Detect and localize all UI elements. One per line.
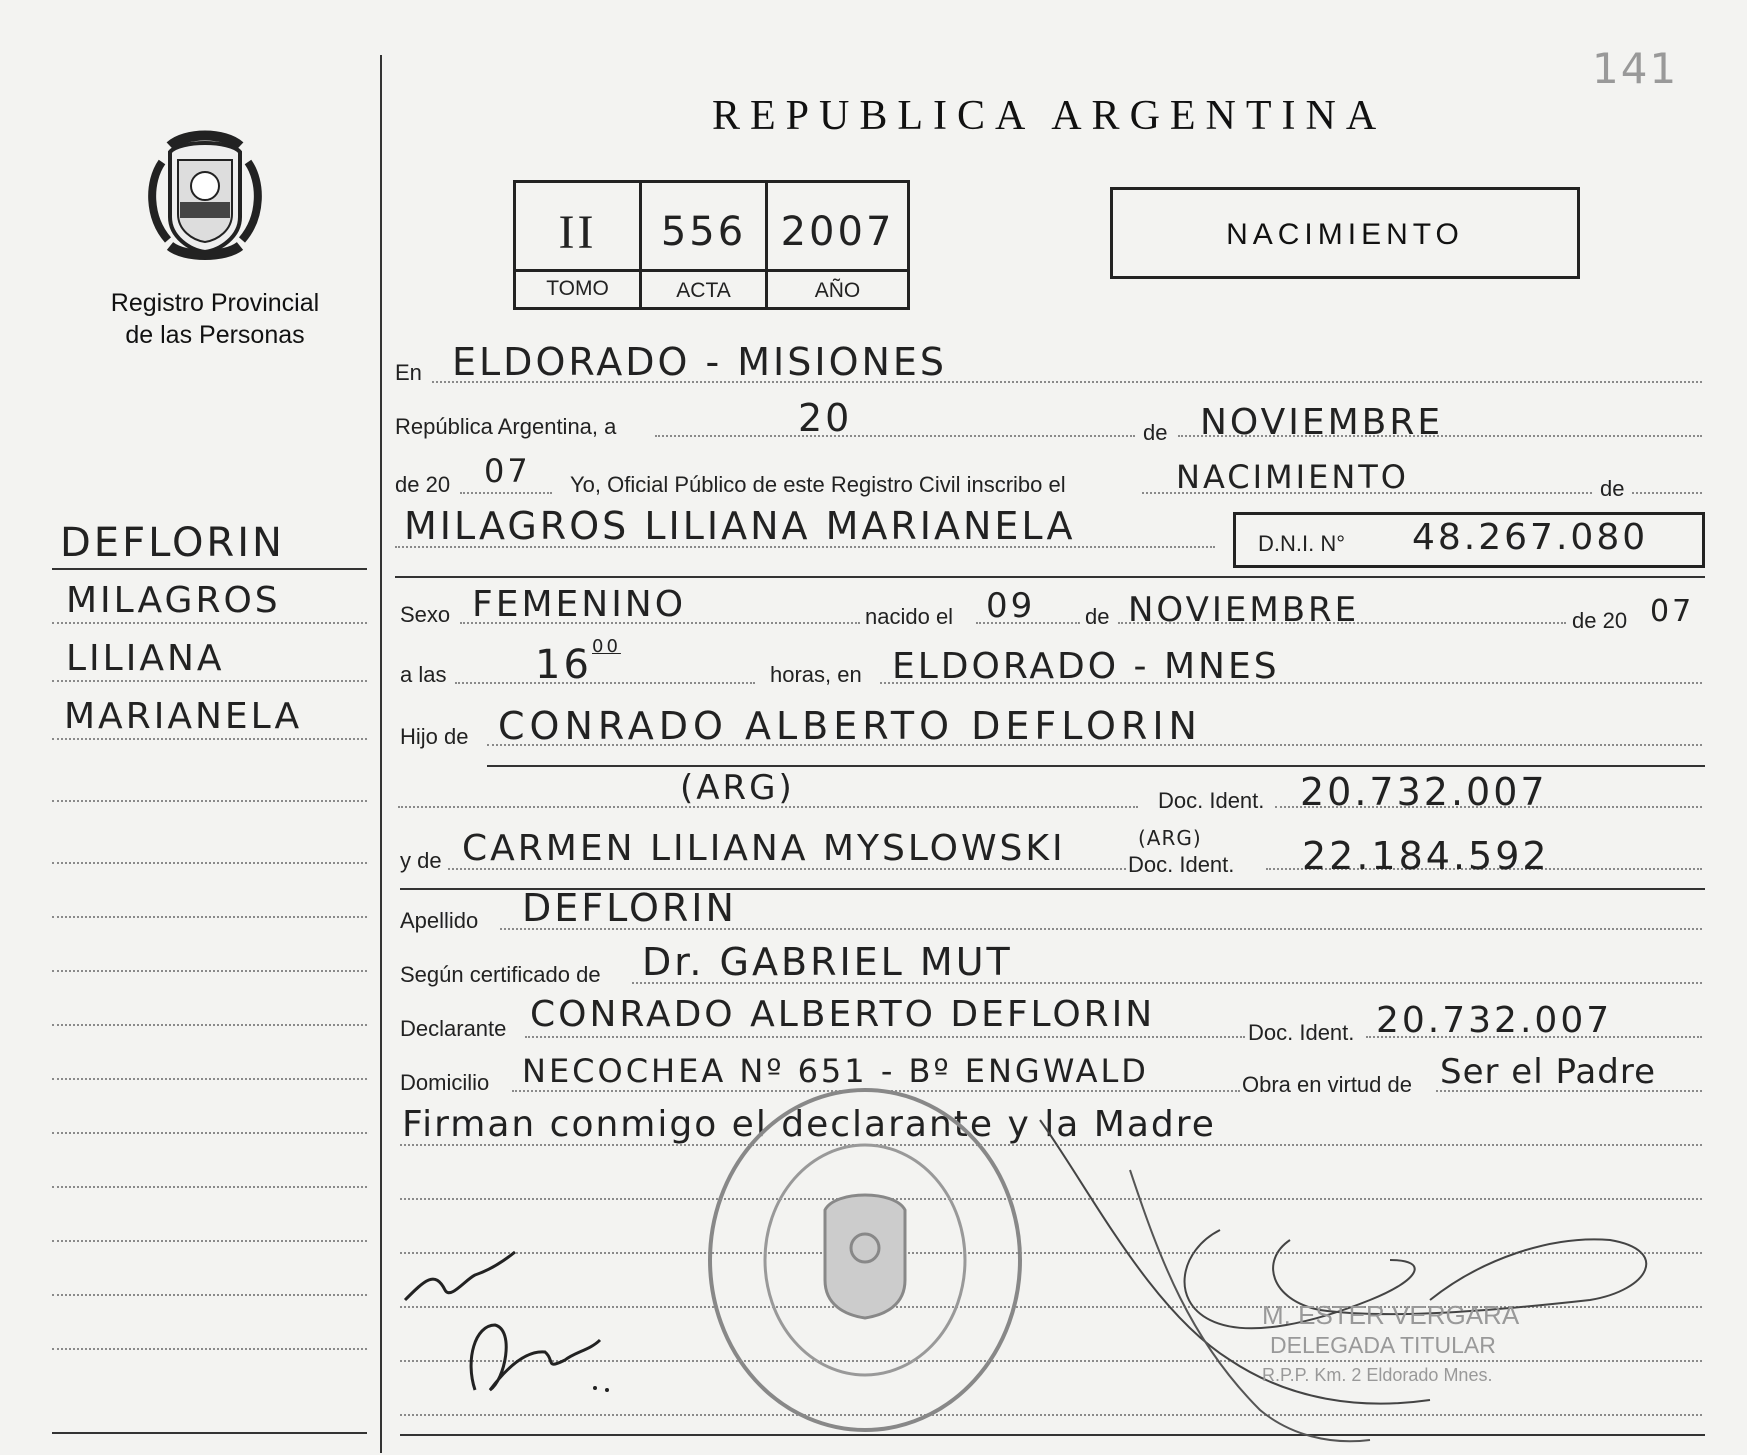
label-de-1: de bbox=[1143, 420, 1168, 445]
value-nac-mes: NOVIEMBRE bbox=[1128, 590, 1360, 630]
label-y-de: y de bbox=[400, 848, 442, 873]
value-declarante: CONRADO ALBERTO DEFLORIN bbox=[530, 994, 1156, 1035]
form-line bbox=[395, 576, 1705, 578]
margin-line bbox=[52, 970, 367, 972]
form-line bbox=[525, 1036, 1245, 1038]
label-nacido-el: nacido el bbox=[865, 604, 954, 629]
label-apellido: Apellido bbox=[400, 908, 479, 933]
form-line bbox=[1632, 492, 1702, 494]
label-dni: D.N.I. N° bbox=[1258, 531, 1346, 556]
margin-line bbox=[52, 916, 367, 918]
margin-line bbox=[52, 1432, 367, 1434]
value-padre-doc: 20.732.007 bbox=[1300, 770, 1548, 814]
value-nac-dia: 09 bbox=[986, 586, 1036, 626]
margin-line bbox=[52, 622, 367, 624]
value-declarante-doc: 20.732.007 bbox=[1376, 1000, 1613, 1041]
label-yo-oficial: Yo, Oficial Público de este Registro Civil inscribo el bbox=[570, 472, 1066, 497]
value-acto: NACIMIENTO bbox=[1176, 458, 1409, 496]
registry-name-line2: de las Personas bbox=[125, 321, 305, 349]
value-nombre: MILAGROS LILIANA MARIANELA bbox=[404, 504, 1076, 548]
tomo-label: TOMO bbox=[546, 277, 609, 300]
record-box bbox=[513, 180, 910, 310]
page-title: REPUBLICA ARGENTINA bbox=[712, 93, 1387, 139]
value-lugar-nac: ELDORADO - MNES bbox=[892, 646, 1280, 687]
margin-line bbox=[52, 1132, 367, 1134]
value-domicilio: NECOCHEA Nº 651 - Bº ENGWALD bbox=[522, 1052, 1149, 1090]
anio-value: 2007 bbox=[780, 209, 895, 255]
margin-name-1: MILAGROS bbox=[66, 580, 281, 621]
form-line bbox=[655, 435, 1135, 437]
margin-line bbox=[52, 800, 367, 802]
margin-line bbox=[52, 568, 367, 570]
value-madre-nac: (ARG) bbox=[1138, 826, 1202, 850]
anio-label: AÑO bbox=[814, 279, 861, 302]
signature-left bbox=[395, 1240, 645, 1410]
margin-name-2: LILIANA bbox=[66, 638, 225, 679]
margin-line bbox=[52, 862, 367, 864]
margin-line bbox=[52, 1024, 367, 1026]
label-doc-ident-3: Doc. Ident. bbox=[1248, 1020, 1355, 1045]
record-box-divider bbox=[516, 269, 907, 272]
page-number: 141 bbox=[1592, 44, 1679, 93]
label-de-3: de bbox=[1085, 604, 1110, 629]
label-a-las: a las bbox=[400, 662, 447, 687]
registry-name-line1: Registro Provincial bbox=[110, 289, 320, 317]
value-mes: NOVIEMBRE bbox=[1200, 402, 1444, 443]
margin-line bbox=[52, 1348, 367, 1350]
acta-value: 556 bbox=[660, 209, 747, 255]
value-lugar: ELDORADO - MISIONES bbox=[452, 340, 948, 384]
label-horas-en: horas, en bbox=[770, 662, 862, 687]
margin-line bbox=[52, 1078, 367, 1080]
acta-label: ACTA bbox=[676, 279, 731, 302]
label-obra: Obra en virtud de bbox=[1242, 1072, 1412, 1097]
value-dni: 48.267.080 bbox=[1412, 517, 1649, 558]
form-line bbox=[487, 765, 1705, 767]
value-nac-anio: 07 bbox=[1650, 594, 1695, 629]
value-madre-doc: 22.184.592 bbox=[1302, 834, 1550, 878]
label-declarante: Declarante bbox=[400, 1016, 507, 1041]
label-doc-ident-2: Doc. Ident. bbox=[1128, 852, 1235, 877]
value-apellido: DEFLORIN bbox=[522, 886, 737, 930]
margin-line bbox=[52, 680, 367, 682]
margin-line bbox=[52, 1240, 367, 1242]
act-type-box bbox=[1110, 187, 1580, 279]
margin-surname: DEFLORIN bbox=[60, 520, 285, 566]
dni-box bbox=[1233, 512, 1705, 568]
official-stamp bbox=[1262, 1300, 1519, 1390]
stamp-office: R.P.P. Km. 2 Eldorado Mnes. bbox=[1262, 1365, 1493, 1385]
margin-line bbox=[52, 1186, 367, 1188]
value-anio-sufijo: 07 bbox=[484, 452, 531, 490]
act-type: NACIMIENTO bbox=[1226, 218, 1464, 251]
value-padre: CONRADO ALBERTO DEFLORIN bbox=[498, 704, 1202, 748]
form-line bbox=[455, 682, 755, 684]
margin-line bbox=[52, 1294, 367, 1296]
value-hora: 16 bbox=[535, 642, 592, 688]
value-hora-min: 00 bbox=[592, 636, 621, 657]
value-obra: Ser el Padre bbox=[1440, 1052, 1656, 1092]
value-medico: Dr. GABRIEL MUT bbox=[642, 940, 1013, 984]
tomo-value: II bbox=[558, 206, 597, 259]
margin-name-3: MARIANELA bbox=[64, 696, 303, 737]
value-dia: 20 bbox=[798, 396, 853, 440]
label-en: En bbox=[395, 360, 422, 385]
provincial-seal bbox=[140, 122, 270, 262]
label-republica: República Argentina, a bbox=[395, 414, 617, 439]
form-line bbox=[460, 492, 552, 494]
stamp-name: M. ESTER VERGARA bbox=[1262, 1300, 1520, 1330]
label-sexo: Sexo bbox=[400, 602, 451, 627]
column-divider bbox=[380, 55, 382, 1453]
value-madre: CARMEN LILIANA MYSLOWSKI bbox=[462, 828, 1066, 869]
value-padre-nac: (ARG) bbox=[680, 768, 795, 808]
registry-name bbox=[80, 287, 350, 351]
label-de-2: de bbox=[1600, 476, 1625, 501]
stamp-title: DELEGADA TITULAR bbox=[1270, 1332, 1496, 1358]
value-sexo: FEMENINO bbox=[472, 584, 687, 625]
label-segun: Según certificado de bbox=[400, 962, 601, 987]
label-domicilio: Domicilio bbox=[400, 1070, 490, 1095]
margin-line bbox=[52, 738, 367, 740]
round-seal bbox=[700, 1080, 1030, 1440]
label-hijo-de: Hijo de bbox=[400, 724, 469, 749]
label-de-20: de 20 bbox=[395, 472, 451, 497]
label-de-20b: de 20 bbox=[1572, 608, 1628, 633]
value-firman: Firman conmigo el declarante y la Madre bbox=[402, 1104, 1216, 1145]
signature-right bbox=[1030, 1110, 1690, 1450]
label-doc-ident-1: Doc. Ident. bbox=[1158, 788, 1265, 813]
